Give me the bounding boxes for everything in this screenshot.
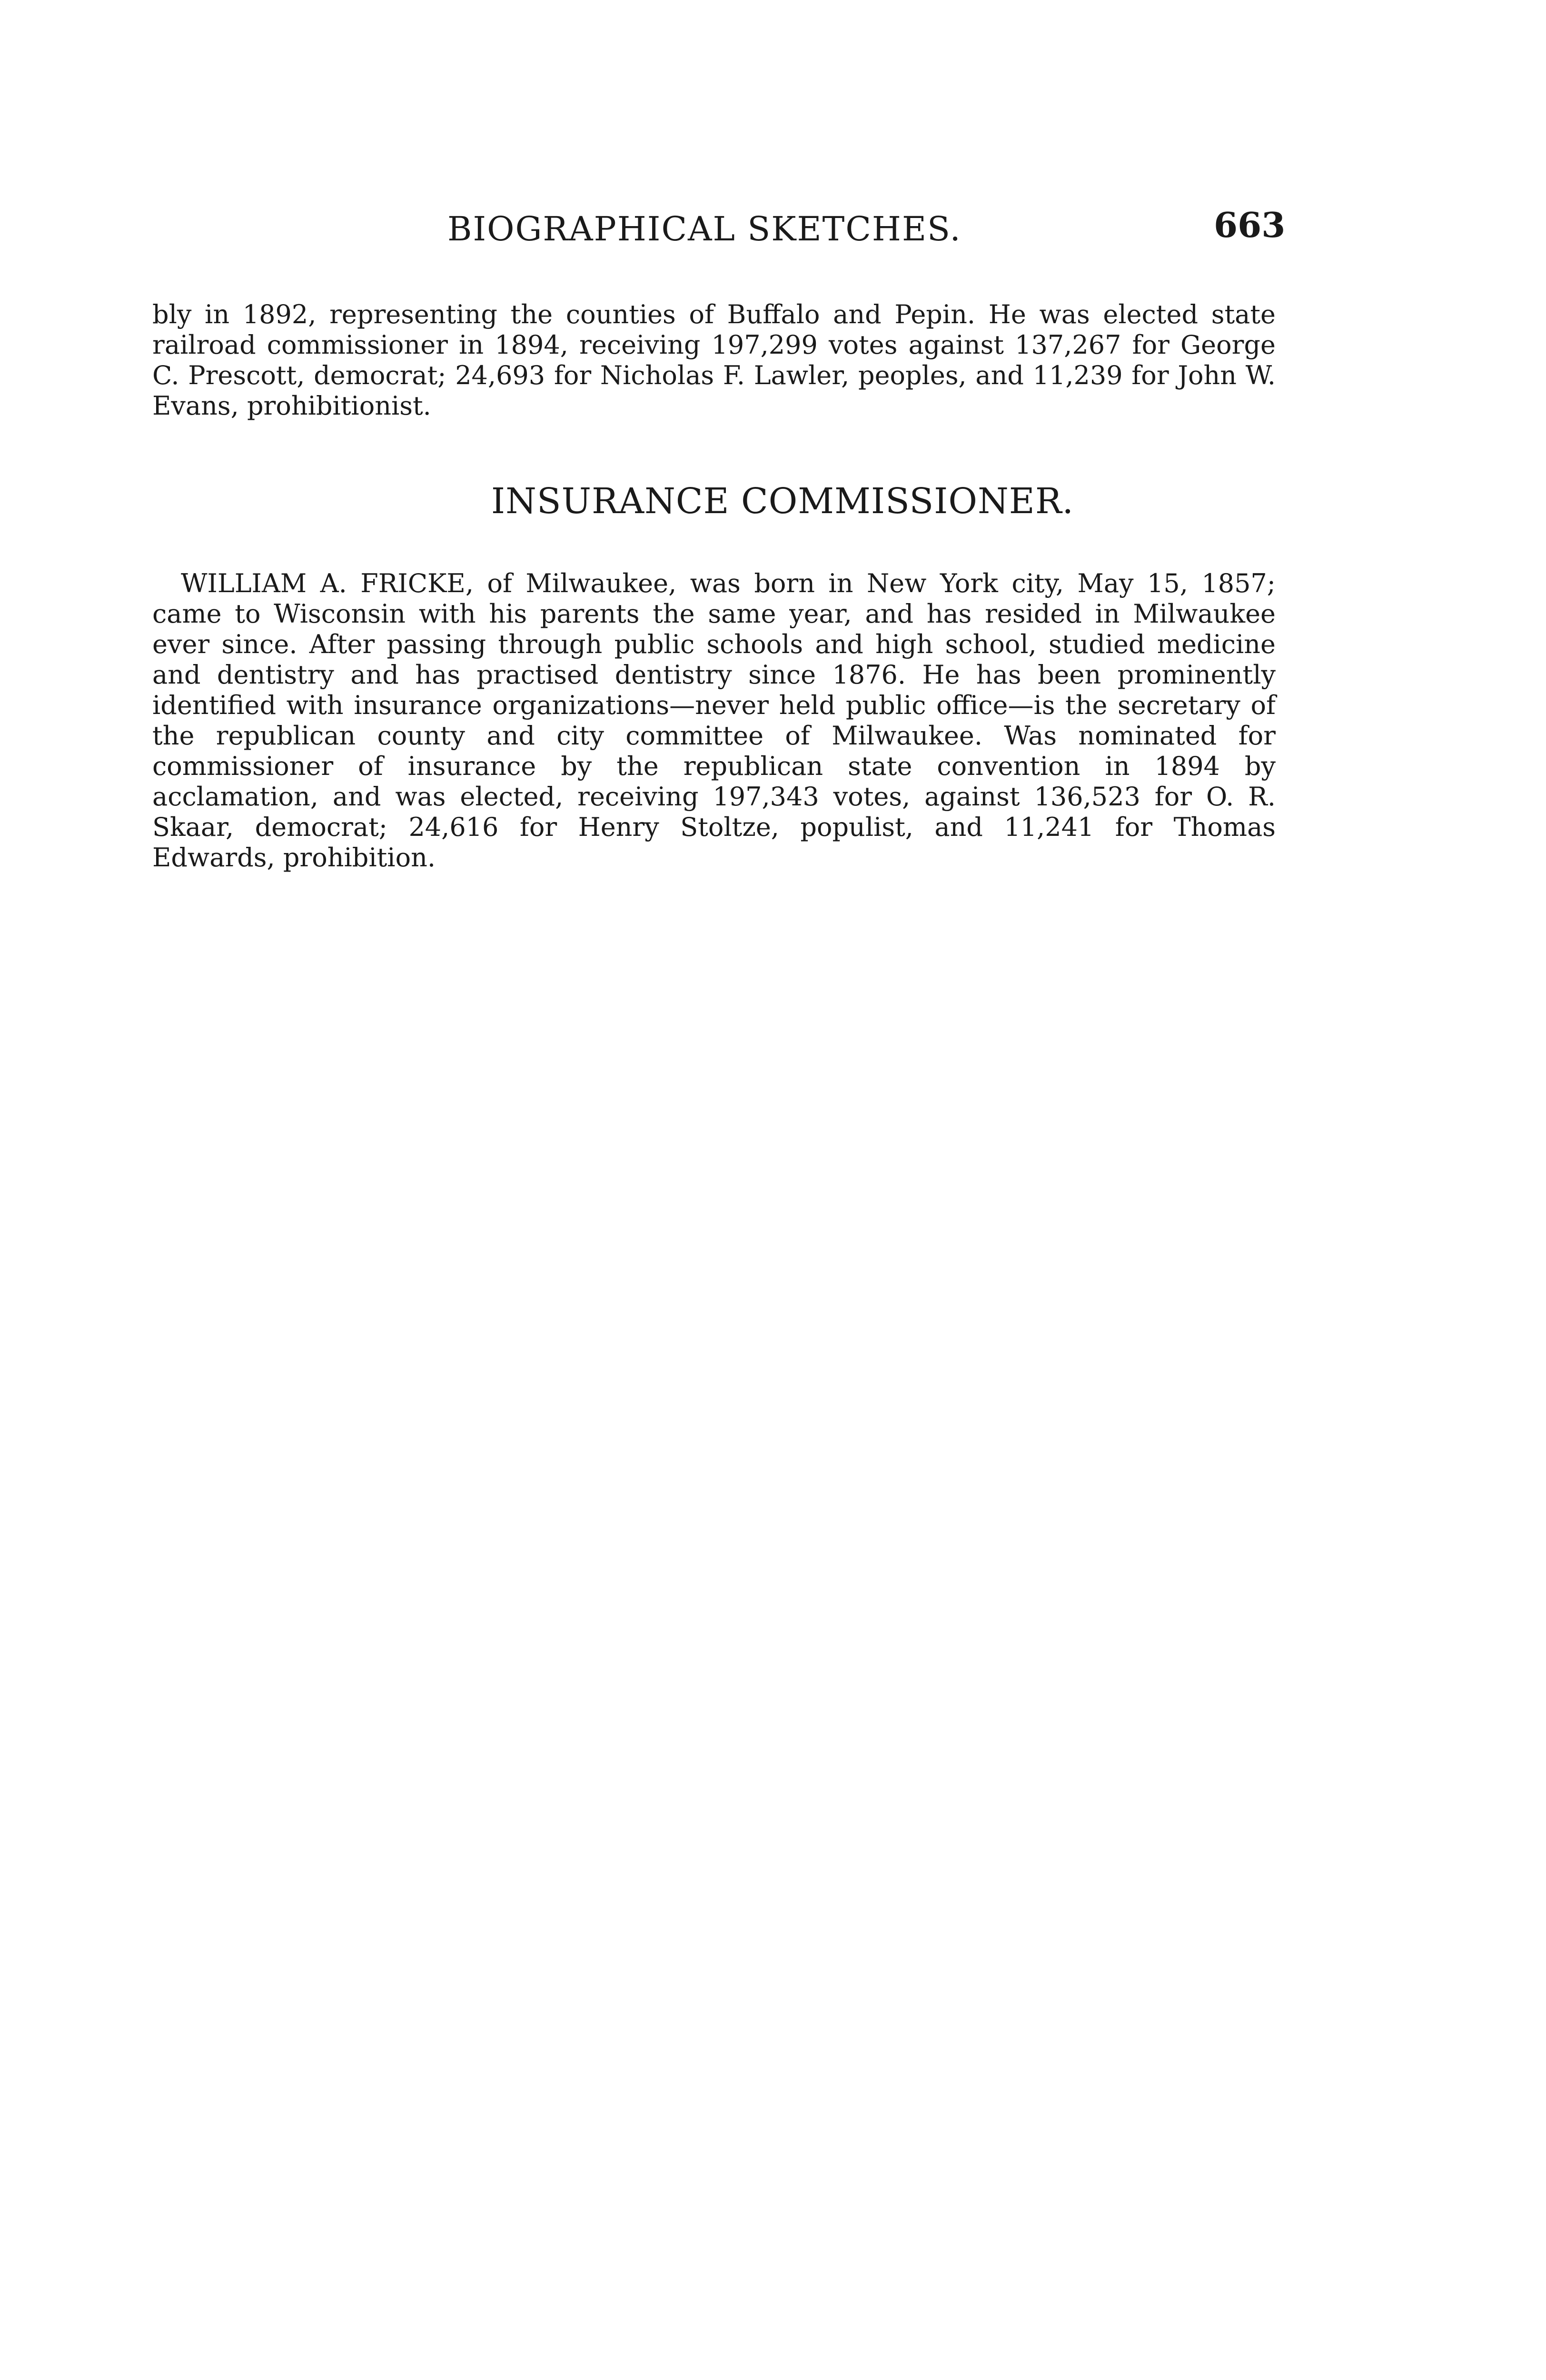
section-heading: INSURANCE COMMISSIONER. (491, 481, 1074, 522)
running-head (0, 205, 1546, 257)
page-number: 663 (1214, 205, 1286, 245)
continuation-paragraph: bly in 1892, representing the counties of Buffalo and Pepin. He was elected state railroad commissioner in 1894, receiving 197,299 votes against 137,267 for George C. Prescott, democrat; 24,693 for Nicholas F. Lawler, peoples, and 11,239 for John W. Evans, prohibitionist. (152, 299, 1276, 421)
running-title: BIOGRAPHICAL SKETCHES. (447, 209, 961, 248)
section-heading-wrapper (0, 481, 1546, 522)
biography-paragraph: WILLIAM A. FRICKE, of Milwaukee, was born in New York city, May 15, 1857; came to Wisconsin with his parents the same year, and has resided in Milwaukee ever since. After passing through public schools and high school, studied medicine and dentistry and has practised dentistry since 1876. He has been prominently identified with insurance organizations—never held public office—is the secretary of the republican county and city committee of Milwaukee. Was nominated for commissioner of insurance by the republican state convention in 1894 by acclamation, and was elected, receiving 197,343 votes, against 136,523 for O. R. Skaar, democrat; 24,616 for Henry Stoltze, populist, and 11,241 for Thomas Edwards, prohibition. (152, 568, 1276, 873)
